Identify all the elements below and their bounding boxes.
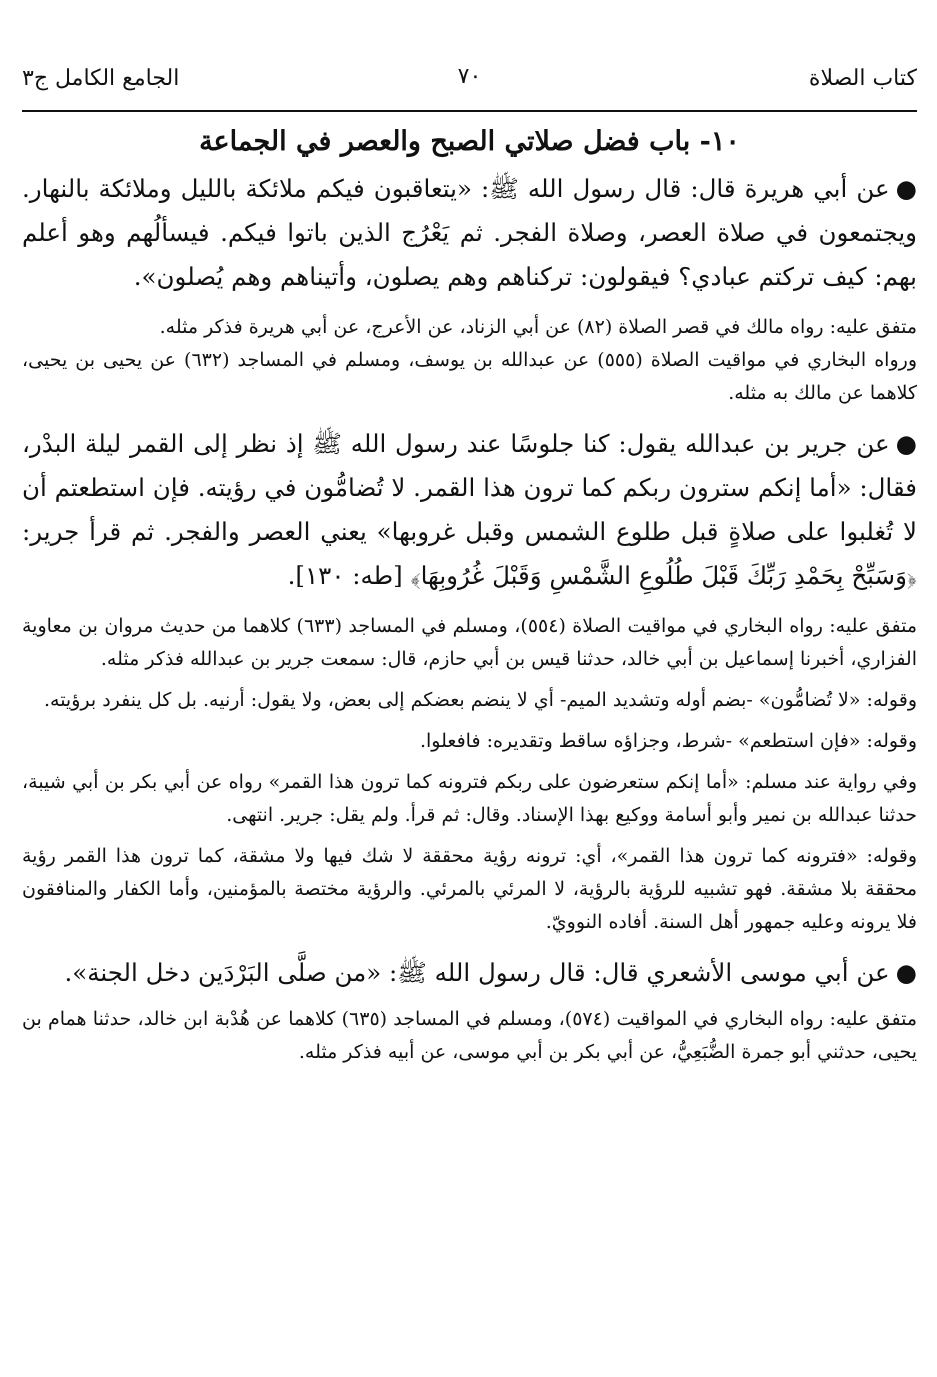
takhrij-note: متفق عليه: رواه مالك في قصر الصلاة (٨٢) عن أبي الزناد، عن الأعرج، عن أبي هريرة فذكر مثله. [159, 316, 917, 338]
chapter-title: ١٠- باب فضل صلاتي الصبح والعصر في الجماعة [199, 126, 740, 157]
hadith-text: عن أبي هريرة قال: قال رسول الله ﷺ: «يتعاقبون فيكم ملائكة بالليل وملائكة بالنهار. ويجتمعون في صلاة العصر، وصلاة الفجر. ثم يَعْرُج الذين باتوا فيكم. فيسألُهم وهو أعلم بهم: كيف تركتم عبادي؟ فيقولون: تركناهم وهم يصلون، وأتيناهم وهم يُصلون». [22, 174, 917, 291]
hadith-abu-musa [22, 951, 917, 995]
commentary-note: وقوله: «فإن استطعم» -شرط، وجزاؤه ساقط وتقديره: فافعلوا. [419, 730, 917, 752]
takhrij-note: ورواه البخاري في مواقيت الصلاة (٥٥٥) عن عبدالله بن يوسف، ومسلم في المساجد (٦٣٢) عن يحيى بن يحيى، كلاهما عن مالك به مثله. [22, 349, 917, 404]
hadith-abu-hurayra [22, 167, 917, 299]
commentary-note: وفي رواية عند مسلم: «أما إنكم ستعرضون على ربكم فترونه كما ترون هذا القمر» رواه عن أبي بكر بن أبي شيبة، حدثنا عبدالله بن نمير وأبو أسامة ووكيع بهذا الإسناد. وقال: ثم قرأ. ولم يقل: جرير. انتهى. [22, 771, 917, 826]
hadith-text: عن أبي موسى الأشعري قال: قال رسول الله ﷺ: «من صلَّى البَرْدَين دخل الجنة». [64, 958, 890, 987]
book-volume-title: الجامع الكامل ج٣ [22, 66, 180, 91]
takhrij-note: متفق عليه: رواه البخاري في مواقيت الصلاة (٥٥٤)، ومسلم في المساجد (٦٣٣) كلاهما من حديث مروان بن معاوية الفزاري، أخبرنا إسماعيل بن أبي خالد، حدثنا قيس بن أبي حازم، قال: سمعت جرير بن عبدالله فذكر مثله. [22, 615, 917, 670]
page-number: ٧٠ [457, 64, 482, 89]
header-divider [22, 110, 917, 112]
bullet-icon: ● [895, 174, 917, 203]
takhrij-note: متفق عليه: رواه البخاري في المواقيت (٥٧٤)، ومسلم في المساجد (٦٣٥) كلاهما عن هُدْبة ابن خالد، حدثنا همام بن يحيى، حدثني أبو جمرة الضُّبَعِيُّ، عن أبي بكر بن أبي موسى، عن أبيه فذكر مثله. [22, 1008, 918, 1063]
bullet-icon: ● [895, 958, 917, 987]
hadith-text: عن جرير بن عبدالله يقول: كنا جلوسًا عند رسول الله ﷺ إذ نظر إلى القمر ليلة البدْر، فقال: «أما إنكم سترون ربكم كما ترون هذا القمر. لا تُضامُّون في رؤيته. فإن استطعتم أن لا تُغلبوا على صلاةٍ قبل طلوع الشمس وقبل غروبها» يعني العصر والفجر. ثم قرأ جرير: ﴿وَسَبِّحْ بِحَمْدِ رَبِّكَ قَبْلَ طُلُوعِ الشَّمْسِ وَقَبْلَ غُرُوبِهَا﴾ [طه: ١٣٠]. [22, 429, 917, 590]
book-page [22, 58, 917, 1069]
hadith-jarir [22, 422, 917, 598]
bullet-icon: ● [895, 429, 917, 458]
running-header [22, 58, 917, 110]
commentary-note: وقوله: «لا تُضامُّون» -بضم أوله وتشديد الميم- أي لا ينضم بعضكم إلى بعض، ولا يقول: أرنيه. بل كل ينفرد برؤيته. [43, 689, 917, 711]
commentary-note: وقوله: «فترونه كما ترون هذا القمر»، أي: ترونه رؤية محققة لا شك فيها ولا مشقة، كما ترون هذا القمر رؤية محققة بلا مشقة. فهو تشبيه للرؤية بالرؤية، لا المرئي بالمرئي. والرؤية مختصة بالمؤمنين، وأما الكفار والمنافقون فلا يرونه وعليه جمهور أهل السنة. أفاده النوويّ. [22, 845, 917, 933]
book-section-title: كتاب الصلاة [808, 66, 917, 91]
